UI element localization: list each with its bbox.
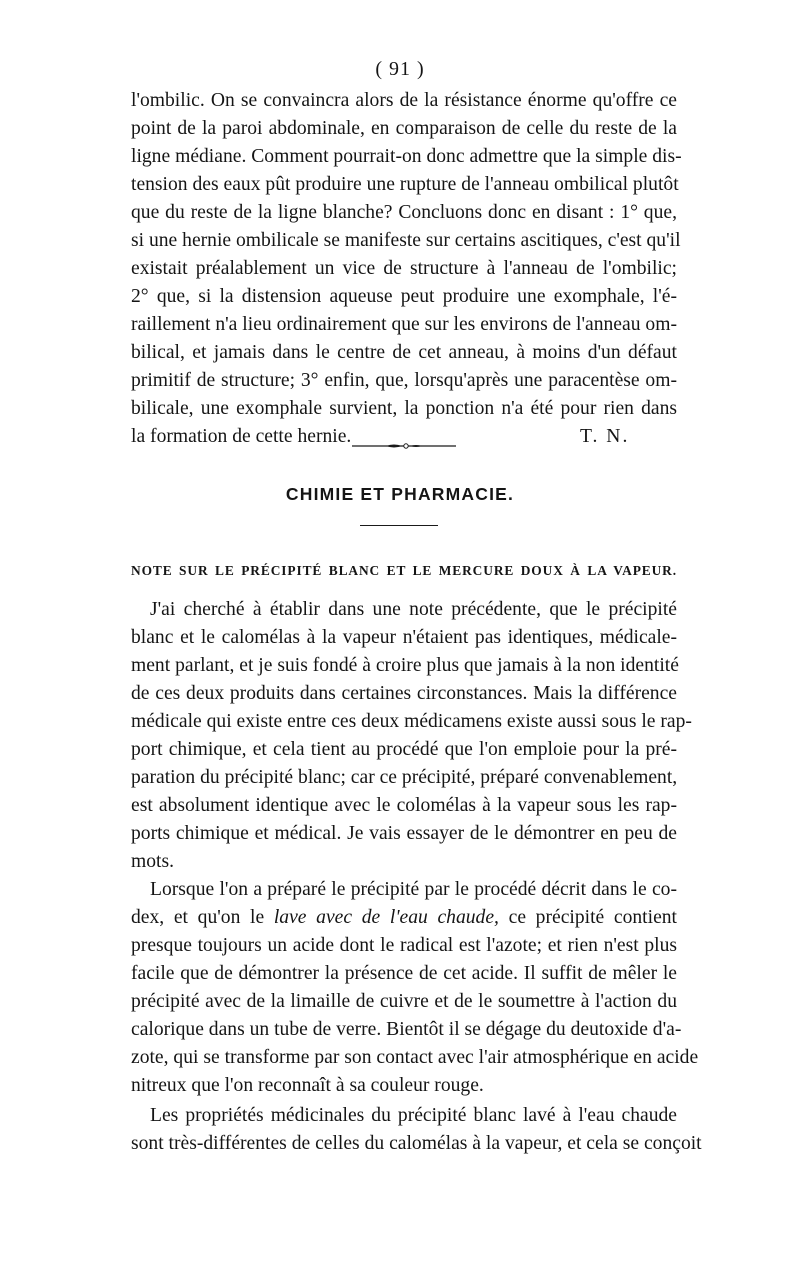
text-line: 2° que, si la distension aqueuse peut produire une exomphale, l'é- [131, 286, 677, 307]
text-line: primitif de structure; 3° enfin, que, lorsqu'après une paracentèse om- [131, 370, 677, 391]
page-number: ( 91 ) [375, 58, 425, 80]
text-line: paration du précipité blanc; car ce précipité, préparé convenablement, [131, 767, 678, 788]
text-line: raillement n'a lieu ordinairement que sur les environs de l'anneau om- [131, 314, 677, 335]
text-line: calorique dans un tube de verre. Bientôt il se dégage du deutoxide d'a- [131, 1019, 682, 1040]
article-title: NOTE SUR LE PRÉCIPITÉ BLANC ET LE MERCURE DOUX À LA VAPEUR. [131, 563, 677, 578]
text-line: blanc et le calomélas à la vapeur n'étaient pas identiques, médicale- [131, 627, 677, 648]
text-fragment: ce précipité contient [498, 907, 678, 928]
text-line: précipité avec de la limaille de cuivre et de le soumettre à l'action du [131, 991, 677, 1012]
text-line: port chimique, et cela tient au procédé que l'on emploie pour la pré- [131, 739, 677, 760]
text-line: de ces deux produits dans certaines circonstances. Mais la différence [131, 683, 677, 704]
final-text-line: la formation de cette hernie. [131, 426, 352, 447]
text-line: mots. [131, 851, 175, 872]
text-line: point de la paroi abdominale, en comparaison de celle du reste de la [131, 118, 677, 139]
text-line: tension des eaux pût produire une rupture de l'anneau ombilical plutôt [131, 174, 679, 195]
text-line: zote, qui se transforme par son contact avec l'air atmosphérique en acide [131, 1047, 699, 1068]
ornament-divider [352, 442, 456, 450]
text-line [131, 904, 677, 932]
text-line: est absolument identique avec le colomélas à la vapeur sous les rap- [131, 795, 677, 816]
text-line: médicale qui existe entre ces deux médicamens existe aussi sous le rap- [131, 711, 692, 732]
section-title: CHIMIE ET PHARMACIE. [285, 484, 515, 504]
text-line: que du reste de la ligne blanche? Concluons donc en disant : 1° que, [131, 202, 677, 223]
text-line: presque toujours un acide dont le radical est l'azote; et rien n'est plus [131, 935, 677, 956]
text-line: existait préalablement un vice de structure à l'anneau de l'ombilic; [131, 258, 677, 279]
text-line: ligne médiane. Comment pourrait-on donc admettre que la simple dis- [131, 146, 682, 167]
italic-phrase: lave avec de l'eau chaude, [273, 907, 499, 928]
text-line: J'ai cherché à établir dans une note précédente, que le précipité [150, 599, 677, 620]
text-line: nitreux que l'on reconnaît à sa couleur rouge. [131, 1075, 484, 1096]
text-line: ports chimique et médical. Je vais essayer de le démontrer en peu de [131, 823, 677, 844]
text-fragment: dex, et qu'on le [131, 907, 274, 928]
text-line: si une hernie ombilicale se manifeste sur certains ascitiques, c'est qu'il [131, 230, 681, 251]
author-signature: T. N. [580, 426, 630, 447]
text-line: bilicale, une exomphale survient, la ponction n'a été pour rien dans [131, 398, 677, 419]
text-line: Lorsque l'on a préparé le précipité par le procédé décrit dans le co- [150, 879, 677, 900]
text-line: bilical, et jamais dans le centre de cet anneau, à moins d'un défaut [131, 342, 677, 363]
text-line: sont très-différentes de celles du calomélas à la vapeur, et cela se conçoit [131, 1133, 702, 1154]
text-line: Les propriétés médicinales du précipité blanc lavé à l'eau chaude [150, 1105, 677, 1126]
text-line: ment parlant, et je suis fondé à croire plus que jamais à la non identité [131, 655, 679, 676]
text-line: facile que de démontrer la présence de cet acide. Il suffit de mêler le [131, 963, 677, 984]
text-line: l'ombilic. On se convaincra alors de la résistance énorme qu'offre ce [131, 90, 677, 111]
section-title-rule [360, 525, 438, 526]
